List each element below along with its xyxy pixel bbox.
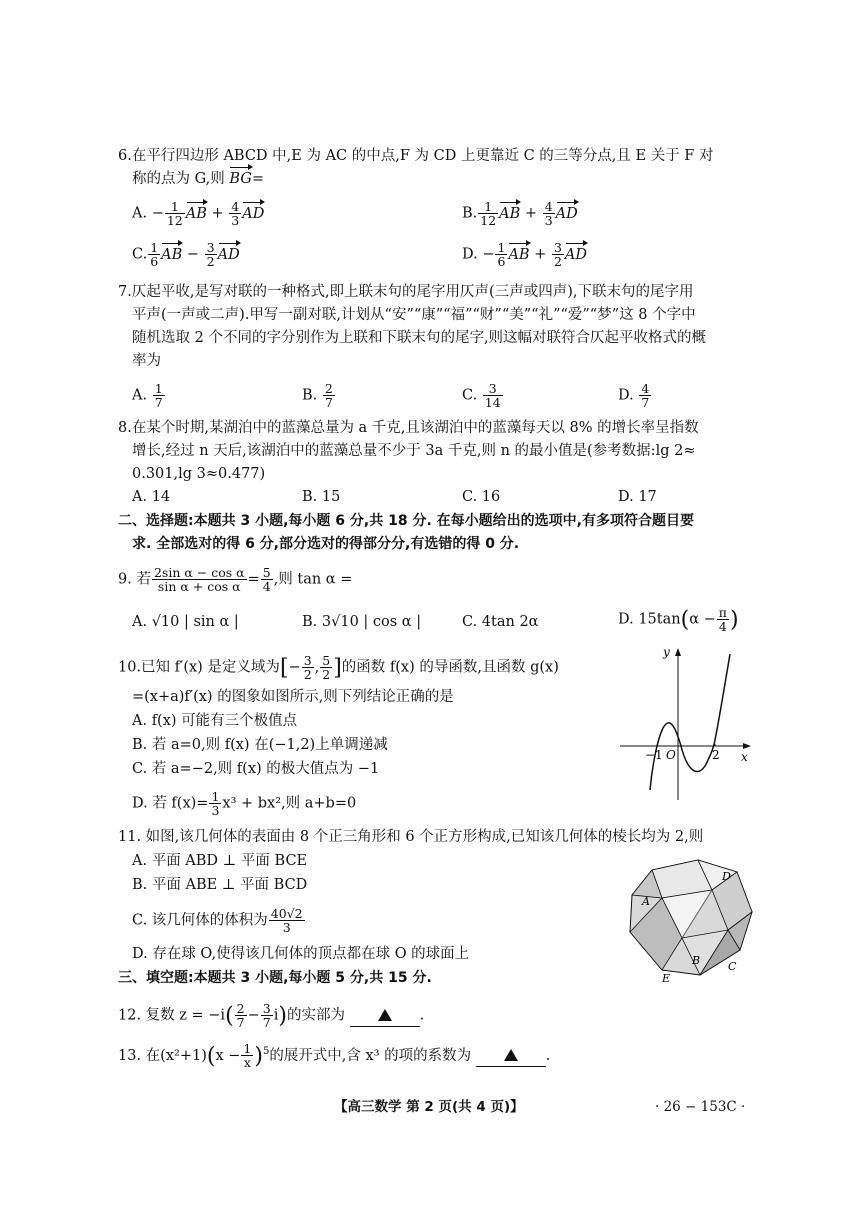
fraction bbox=[483, 382, 503, 409]
q6-option-d bbox=[462, 241, 587, 268]
q13-suffix: 的展开式中,含 x³ 的项的系数为 bbox=[269, 1047, 472, 1064]
denominator: 7 bbox=[262, 1015, 271, 1030]
q10-option-c: C. 若 a=−2,则 f(x) 的极大值点为 −1 bbox=[132, 761, 380, 777]
page-footer: 【高三数学 第 2 页(共 4 页)】 bbox=[334, 1099, 524, 1115]
triangle-icon bbox=[504, 1049, 518, 1061]
triangle-icon bbox=[378, 1009, 392, 1021]
q7-line4: 率为 bbox=[132, 353, 161, 369]
fraction bbox=[639, 382, 651, 409]
x-axis-arrow bbox=[743, 743, 751, 749]
fraction bbox=[543, 200, 555, 227]
fraction bbox=[229, 200, 241, 227]
q6-stem-text: 称的点为 G,则 bbox=[132, 171, 225, 187]
numerator: 4 bbox=[544, 199, 553, 214]
q13-stem: 13. 在(x²+1)(x − $\frac{1}{x}$ )$^5$的展开式中,含 x³ 的项的系数为 . bbox=[118, 1041, 551, 1071]
bracket: [ bbox=[279, 655, 289, 681]
denominator: 6 bbox=[150, 254, 159, 269]
comma: , bbox=[314, 659, 320, 676]
section-3-heading: 三、填空题:本题共 3 小题,每小题 5 分,共 15 分. bbox=[118, 970, 432, 986]
q9-option-c: C. 4tan 2α bbox=[462, 614, 539, 630]
equals: = bbox=[247, 571, 260, 588]
expression: x³ + bx²,则 a+b=0 bbox=[222, 795, 357, 812]
origin-label: O bbox=[666, 748, 676, 762]
minus: − bbox=[288, 659, 301, 676]
vertex-label-e: E bbox=[662, 972, 671, 985]
denominator: 12 bbox=[166, 213, 183, 228]
fraction bbox=[165, 200, 185, 227]
fraction bbox=[320, 654, 332, 681]
numerator: 4 bbox=[231, 199, 240, 214]
q10-option-d bbox=[132, 790, 356, 817]
q9-stem bbox=[118, 566, 352, 593]
g-curve bbox=[650, 654, 730, 790]
denominator: 2 bbox=[553, 254, 562, 269]
tick-label-2: 2 bbox=[712, 748, 720, 762]
period: . bbox=[545, 1047, 551, 1064]
option-label: D. 15tan bbox=[618, 611, 681, 628]
q8-option-a: A. 14 bbox=[132, 489, 171, 505]
vector-bg: BG bbox=[229, 171, 252, 187]
option-label: C. bbox=[462, 387, 478, 404]
fraction bbox=[478, 200, 498, 227]
q8-option-d: D. 17 bbox=[618, 489, 657, 505]
numerator: 3 bbox=[303, 653, 312, 668]
fraction bbox=[241, 1042, 253, 1069]
q9-option-a: A. √10 | sin α | bbox=[132, 614, 239, 630]
fraction bbox=[148, 241, 160, 268]
fraction bbox=[495, 241, 507, 268]
numerator: 3 bbox=[483, 382, 503, 396]
denominator: 3 bbox=[231, 213, 240, 228]
q9-suffix: ,则 tan α = bbox=[273, 571, 353, 588]
option-label: B. bbox=[462, 205, 478, 222]
numerator: 1 bbox=[211, 789, 220, 804]
numerator: 1 bbox=[497, 240, 506, 255]
q11-option-b: B. 平面 ABE ⊥ 平面 BCD bbox=[132, 877, 308, 893]
period: . bbox=[419, 1007, 425, 1024]
numerator: 3 bbox=[206, 240, 215, 255]
exponent: 5 bbox=[262, 1046, 270, 1057]
q8-line3: 0.301,lg 3≈0.477) bbox=[132, 466, 266, 482]
answer-blank[interactable] bbox=[476, 1046, 546, 1067]
option-label: A. bbox=[132, 387, 148, 404]
minus: − bbox=[247, 1007, 260, 1024]
q12-stem: 12. 复数 z = −i( $\frac{2}{7}$ − $\frac{3}{7}$ i)的实部为 . bbox=[118, 1001, 425, 1030]
q7-line3: 随机选取 2 个不同的字分别作为上联和下联末句的尾字,则这幅对联符合仄起平收格式的概 bbox=[132, 330, 707, 346]
cuboctahedron-figure bbox=[622, 850, 762, 985]
q8-option-b: B. 15 bbox=[302, 489, 341, 505]
fraction bbox=[152, 566, 247, 593]
q10-line2: =(x+a)f′(x) 的图象如图所示,则下列结论正确的是 bbox=[132, 689, 454, 705]
q11-option-a: A. 平面 ABD ⊥ 平面 BCE bbox=[132, 853, 308, 869]
q7-option-c bbox=[462, 382, 504, 409]
vertex-label-c: C bbox=[728, 960, 737, 973]
numerator: 5 bbox=[322, 653, 331, 668]
tick-label-neg1: −1 bbox=[645, 748, 663, 762]
answer-blank[interactable] bbox=[350, 1006, 420, 1027]
q6-option-a bbox=[132, 200, 264, 227]
vector-ad: AD bbox=[217, 246, 240, 263]
q13-prefix: 13. 在(x²+1) bbox=[118, 1047, 207, 1064]
option-label: A. − bbox=[132, 205, 164, 222]
denominator: 12 bbox=[480, 213, 497, 228]
option-label: C. bbox=[132, 246, 148, 263]
denominator: 7 bbox=[154, 395, 163, 410]
paper-code: · 26 − 153C · bbox=[655, 1099, 746, 1115]
q10-option-a: A. f(x) 可能有三个极值点 bbox=[132, 713, 298, 729]
q12-prefix: 12. 复数 z = −i bbox=[118, 1007, 226, 1024]
fraction bbox=[323, 382, 335, 409]
numerator: 4 bbox=[641, 381, 650, 396]
numerator: 3 bbox=[553, 240, 562, 255]
denominator: 14 bbox=[484, 395, 501, 410]
numerator: 2 bbox=[236, 1001, 245, 1016]
denominator: 2 bbox=[322, 667, 331, 682]
q11-option-d: D. 存在球 O,使得该几何体的顶点都在球 O 的球面上 bbox=[132, 946, 470, 962]
denominator: 4 bbox=[718, 619, 727, 634]
numerator: 3 bbox=[262, 1001, 271, 1016]
denominator: x bbox=[243, 1055, 251, 1071]
denominator: sin α + cos α bbox=[157, 579, 241, 594]
numerator: 1 bbox=[165, 200, 185, 214]
vertex-label-a: A bbox=[642, 895, 650, 908]
denominator: 3 bbox=[282, 920, 291, 935]
q8-option-c: C. 16 bbox=[462, 489, 501, 505]
bracket: ] bbox=[333, 655, 342, 681]
q9-option-b: B. 3√10 | cos α | bbox=[302, 614, 422, 630]
option-label: B. bbox=[302, 387, 318, 404]
q10-suffix: 的函数 f(x) 的导函数,且函数 g(x) bbox=[341, 659, 559, 676]
numerator: 40√2 bbox=[270, 906, 303, 921]
numerator: 2sin α − cos α bbox=[153, 565, 245, 580]
q9-prefix: 9. 若 bbox=[118, 571, 151, 588]
operator: + bbox=[211, 205, 224, 222]
numerator: 1 bbox=[150, 240, 159, 255]
axis-label-y: y bbox=[663, 645, 670, 659]
q10-option-b: B. 若 a=0,则 f(x) 在(−1,2)上单调递减 bbox=[132, 737, 388, 753]
section-2-heading: 二、选择题:本题共 3 小题,每小题 6 分,共 18 分. 在每小题给出的选项中,有多项符合题目要 bbox=[118, 513, 694, 529]
fraction bbox=[552, 241, 564, 268]
axis-label-x: x bbox=[741, 750, 748, 764]
fraction bbox=[261, 566, 273, 593]
q8-line2: 增长,经过 n 天后,该湖泊中的蓝藻总量不少于 3a 千克,则 n 的最小值是(参考数据:lg 2≈ bbox=[132, 443, 696, 459]
vertex-label-b: B bbox=[692, 954, 701, 967]
q6-option-b bbox=[462, 200, 578, 227]
numerator: 2 bbox=[324, 381, 333, 396]
fraction bbox=[235, 1002, 247, 1029]
fraction bbox=[269, 907, 305, 934]
denominator: 7 bbox=[641, 395, 650, 410]
q7-option-d bbox=[618, 382, 652, 409]
q6-stem-line2 bbox=[132, 169, 264, 189]
vector-ad: AD bbox=[242, 205, 265, 222]
q6-equals: = bbox=[251, 171, 265, 187]
numerator: π bbox=[718, 605, 727, 620]
denominator: 7 bbox=[324, 395, 333, 410]
operator: + bbox=[534, 246, 547, 263]
q7-line1: 7.仄起平收,是写对联的一种格式,即上联末句的尾字用仄声(三声或四声),下联末句的尾字用 bbox=[118, 284, 694, 300]
q11-option-c bbox=[132, 907, 306, 934]
fraction bbox=[302, 654, 314, 681]
denominator: 4 bbox=[262, 579, 271, 594]
q10-prefix: 10.已知 f′(x) 是定义域为 bbox=[118, 659, 280, 676]
q8-line1: 8.在某个时期,某湖泊中的蓝藻总量为 a 千克,且该湖泊中的蓝藻每天以 8% 的增长率呈指数 bbox=[118, 420, 699, 436]
q7-option-a bbox=[132, 382, 166, 409]
q10-stem bbox=[118, 654, 559, 681]
vector-ab: AB bbox=[508, 246, 530, 263]
numerator: 5 bbox=[262, 565, 271, 580]
operator: − bbox=[186, 246, 200, 263]
vector-ad: AD bbox=[564, 246, 588, 263]
vector-ab: AB bbox=[161, 246, 183, 263]
numerator: 1 bbox=[154, 381, 163, 396]
option-label: C. 该几何体的体积为 bbox=[132, 912, 268, 929]
operator: + bbox=[524, 205, 538, 222]
vector-ad: AD bbox=[555, 205, 578, 222]
vector-ab: AB bbox=[185, 205, 207, 222]
denominator: 6 bbox=[497, 254, 506, 269]
q7-line2: 平声(一声或二声).甲写一副对联,计划从“安”“康”“福”“财”“美”“礼”“爱”“梦”这 8 个字中 bbox=[132, 307, 696, 323]
imaginary-unit: i bbox=[273, 1007, 279, 1024]
fraction bbox=[153, 382, 165, 409]
denominator: 3 bbox=[211, 803, 220, 818]
q11-stem: 11. 如图,该几何体的表面由 8 个正三角形和 6 个正方形构成,已知该几何体的棱长均为 2,则 bbox=[118, 829, 704, 845]
q12-suffix: 的实部为 bbox=[286, 1007, 345, 1024]
expression: α − bbox=[689, 611, 716, 628]
vertex-label-d: D bbox=[722, 870, 731, 883]
fraction bbox=[209, 790, 221, 817]
numerator: 1 bbox=[243, 1041, 252, 1057]
vector-ab: AB bbox=[499, 205, 521, 222]
q10-function-graph bbox=[615, 640, 755, 808]
expression: x − bbox=[215, 1047, 241, 1064]
q6-option-c bbox=[132, 241, 240, 268]
fraction bbox=[717, 606, 729, 633]
option-label: D. bbox=[618, 387, 634, 404]
denominator: 2 bbox=[206, 254, 215, 269]
q9-option-d: D. 15tan(α − $\frac{\pi}{4}$ ) bbox=[618, 605, 739, 634]
fraction bbox=[261, 1002, 273, 1029]
section-2-instructions: 求. 全部选对的得 6 分,部分选对的得部分分,有选错的得 0 分. bbox=[132, 536, 520, 552]
denominator: 2 bbox=[303, 667, 312, 682]
q7-option-b bbox=[302, 382, 336, 409]
numerator: 1 bbox=[478, 200, 498, 214]
denominator: 3 bbox=[544, 213, 553, 228]
option-label: D. − bbox=[462, 246, 495, 263]
y-axis-arrow bbox=[675, 648, 681, 656]
option-label: D. 若 f(x)= bbox=[132, 795, 209, 812]
fraction bbox=[205, 241, 217, 268]
q6-stem-line1: 6.在平行四边形 ABCD 中,E 为 AC 的中点,F 为 CD 上更靠近 C 的三等分点,且 E 关于 F 对 bbox=[118, 148, 714, 164]
denominator: 7 bbox=[236, 1015, 245, 1030]
